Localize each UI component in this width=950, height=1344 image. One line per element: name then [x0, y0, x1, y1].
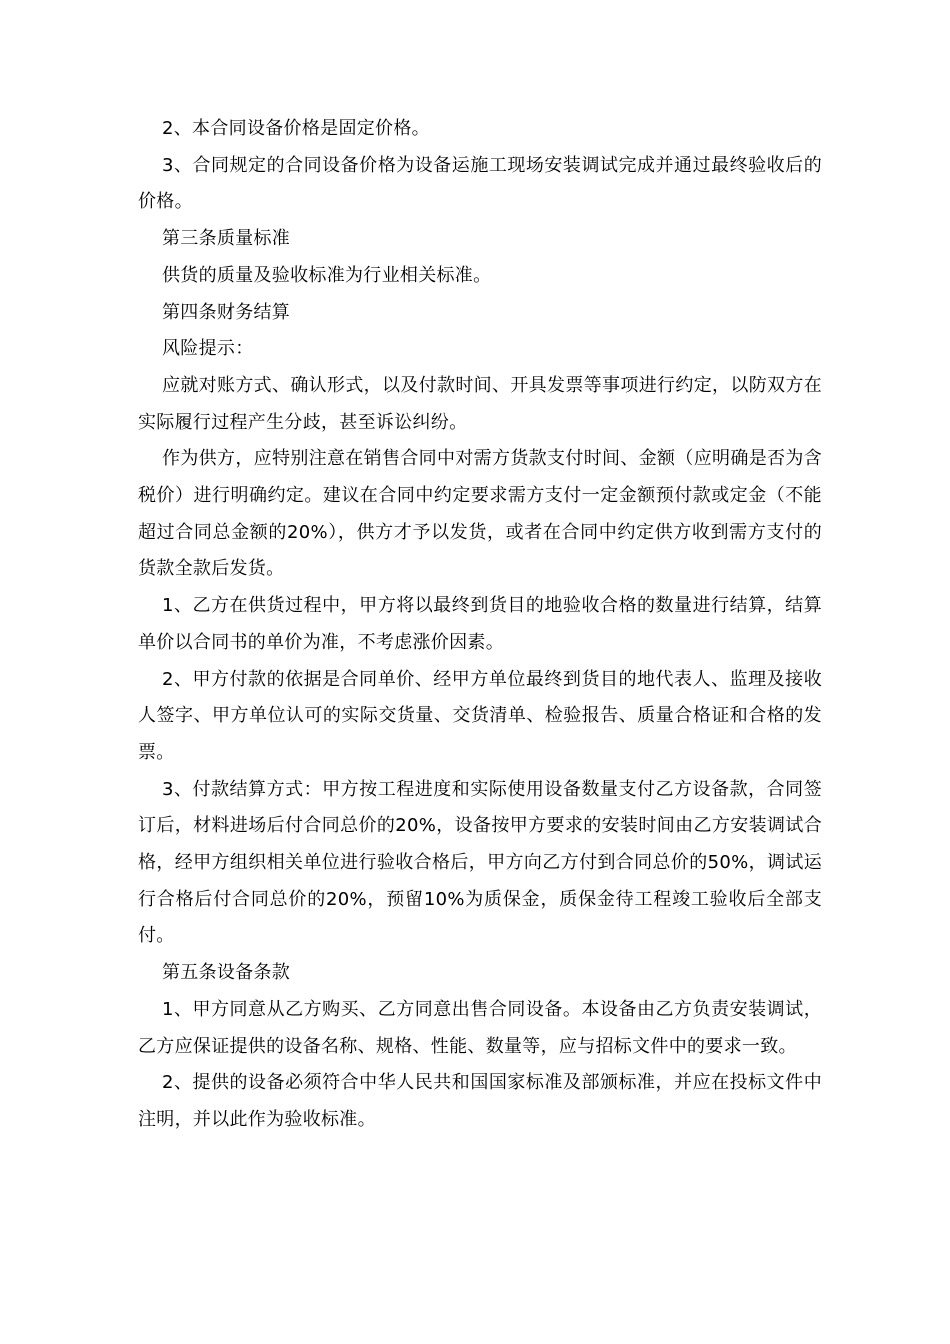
paragraph: 3、合同规定的合同设备价格为设备运施工现场安装调试完成并通过最终验收后的价格。 — [138, 154, 822, 213]
section-heading: 第三条质量标准 — [162, 228, 291, 250]
risk-note-label: 风险提示： — [162, 338, 254, 360]
paragraph: 供货的质量及验收标准为行业相关标准。 — [162, 264, 492, 286]
paragraph: 2、甲方付款的依据是合同单价、经甲方单位最终到货目的地代表人、监理及接收人签字、甲方单位认可的实际交货量、交货清单、检验报告、质量合格证和合格的发票。 — [138, 668, 822, 763]
document-body — [138, 111, 822, 1139]
paragraph: 应就对账方式、确认形式，以及付款时间、开具发票等事项进行约定，以防双方在实际履行过程产生分歧，甚至诉讼纠纷。 — [138, 374, 822, 433]
paragraph: 1、乙方在供货过程中，甲方将以最终到货目的地验收合格的数量进行结算，结算单价以合同书的单价为准，不考虑涨价因素。 — [138, 595, 822, 653]
paragraph: 2、本合同设备价格是固定价格。 — [162, 118, 430, 139]
paragraph: 2、提供的设备必须符合中华人民共和国国家标准及部颁标准，并应在投标文件中注明，并以此作为验收标准。 — [138, 1072, 822, 1130]
paragraph: 3、付款结算方式：甲方按工程进度和实际使用设备数量支付乙方设备款，合同签订后，材料进场后付合同总价的20%，设备按甲方要求的安装时间由乙方安装调试合格，经甲方组织相关单位进行验收合格后，甲方向乙方付到合同总价的50%，调试运行合格后付合同总价的20%，预留10%为质保金，质保金待工程竣工验收后全部支付。 — [138, 778, 822, 947]
section-heading: 第五条设备条款 — [162, 962, 291, 984]
section-heading: 第四条财务结算 — [162, 301, 291, 323]
paragraph: 1、甲方同意从乙方购买、乙方同意出售合同设备。本设备由乙方负责安装调试，乙方应保证提供的设备名称、规格、性能、数量等，应与招标文件中的要求一致。 — [138, 998, 822, 1057]
paragraph: 作为供方，应特别注意在销售合同中对需方货款支付时间、金额（应明确是否为含税价）进行明确约定。建议在合同中约定要求需方支付一定金额预付款或定金（不能超过合同总金额的20%），供方才予以发货，或者在合同中约定供方收到需方支付的货款全款后发货。 — [138, 448, 822, 580]
